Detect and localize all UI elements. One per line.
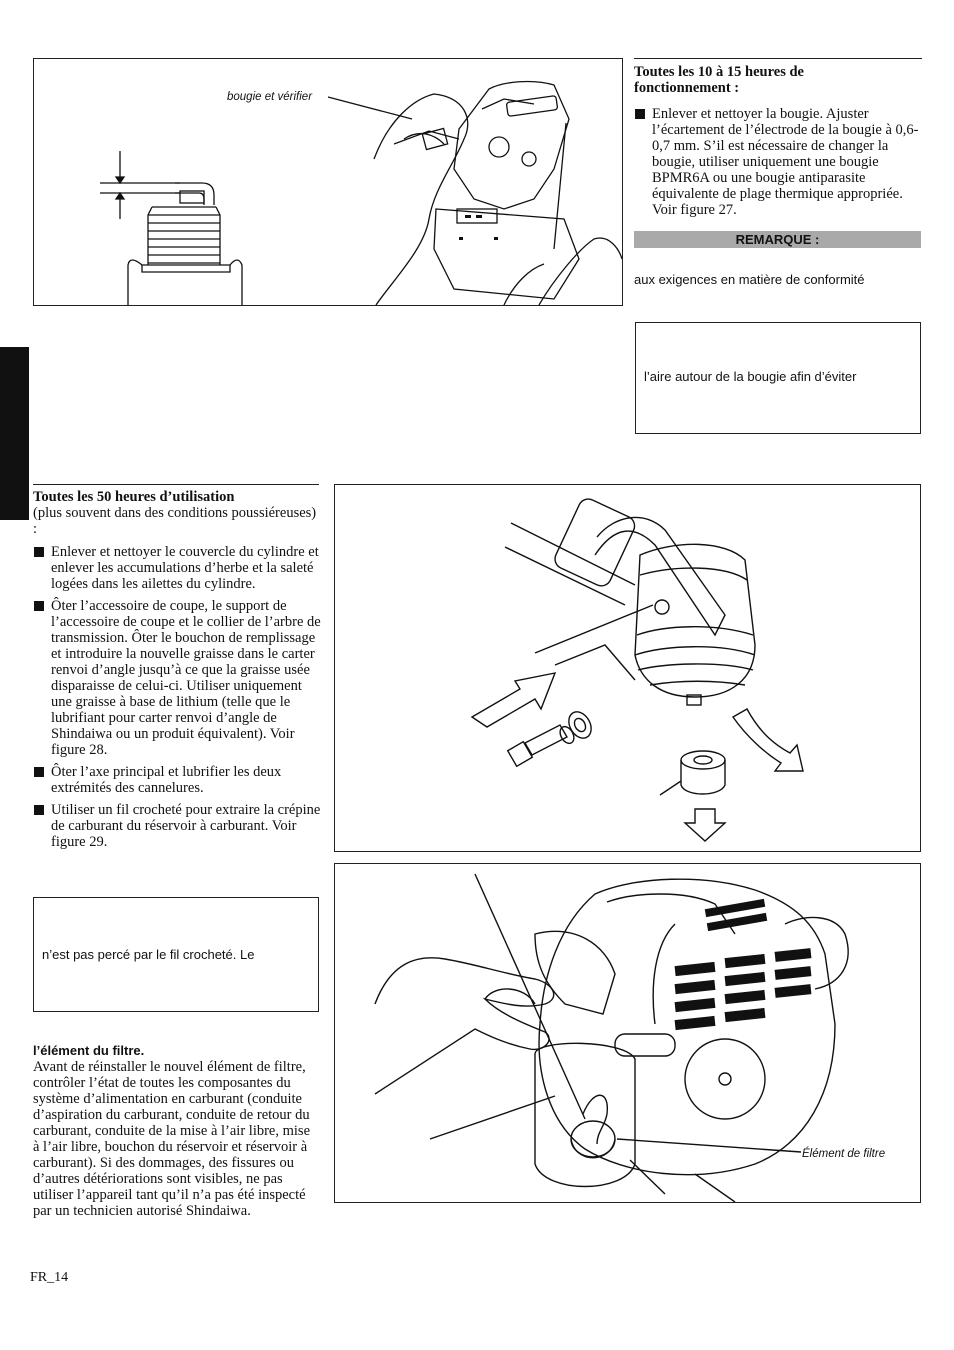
section-50-list [33,544,321,856]
caution-box-right [635,322,921,434]
section-10-15-list [634,106,928,224]
filter-body: Avant de réinstaller le nouvel élément de filtre, contrôler l’état de toutes les composantes du système d’alimentation en carburant (conduite d’aspiration du carburant, conduite de retour du carburant, conduite de la mise à l’air libre, mise à l’air libre, bouchon du réservoir et réservoir à carburant). Si des dommages, des fissures ou d’autres détériorations sont visibles, ne pas utiliser l’appareil tant qu’il n’a pas été inspecté par un technicien autorisé Shindaiwa. [33,1059,311,1219]
section-50-heading: Toutes les 50 heures d’utilisation [33,489,235,505]
list-item: Utiliser un fil crocheté pour extraire la crépine de carburant du réservoir à carburant. Voir figure 29. [33,802,321,850]
side-tab [0,347,29,520]
figure-spark-plug [33,58,623,306]
page-number: FR_14 [30,1270,69,1285]
spark-plug-callout: bougie et vérifier [227,91,313,103]
figure-gearcase [334,484,921,852]
note-label: REMARQUE : [634,231,921,248]
section-50-header [33,489,317,537]
section-rule-50 [33,484,319,485]
section-50-subheading: (plus souvent dans des conditions poussiéreuses) : [33,505,317,537]
note-text: aux exigences en matière de conformité [634,272,865,287]
section-rule-top [634,58,922,59]
caution-text: l’aire autour de la bougie afin d’éviter [644,369,857,384]
filter-element-callout: Élément de filtre [802,1148,886,1160]
caution-box-left [33,897,319,1012]
gearcase-illustration [335,485,920,851]
spark-plug-illustration [34,59,622,305]
list-item: Enlever et nettoyer le couvercle du cylindre et enlever les accumulations d’herbe et la saleté logées dans les ailettes du cylindre. [33,544,321,592]
filter-heading: l’élément du filtre. [33,1043,145,1058]
caution-text: n’est pas percé par le fil crocheté. Le [42,947,255,962]
list-item: Enlever et nettoyer la bougie. Ajuster l’écartement de l’électrode de la bougie à 0,6-0,7 mm. S’il est nécessaire de changer la bougie, utiliser uniquement une bougie BPMR6A ou une bougie antiparasite équivalente de plage thermique appropriée. Voir figure 27. [634,106,928,218]
figure-fuel-filter [334,863,921,1203]
list-item: Ôter l’axe principal et lubrifier les deux extrémités des cannelures. [33,764,321,796]
list-item: Ôter l’accessoire de coupe, le support de l’accessoire de coupe et le collier de l’arbre de transmission. Ôter le bouchon de remplissage et introduire la nouvelle graisse dans le carter renvoi d’angle jusqu’à ce que la graisse usée disparaisse de celui-ci. Utiliser uniquement une graisse à base de lithium (telle que le lubrifiant pour carter renvoi d’angle de Shindaiwa ou un produit équivalent). Voir figure 28. [33,598,321,758]
section-10-15-heading: Toutes les 10 à 15 heures de fonctionnement : [634,64,804,96]
